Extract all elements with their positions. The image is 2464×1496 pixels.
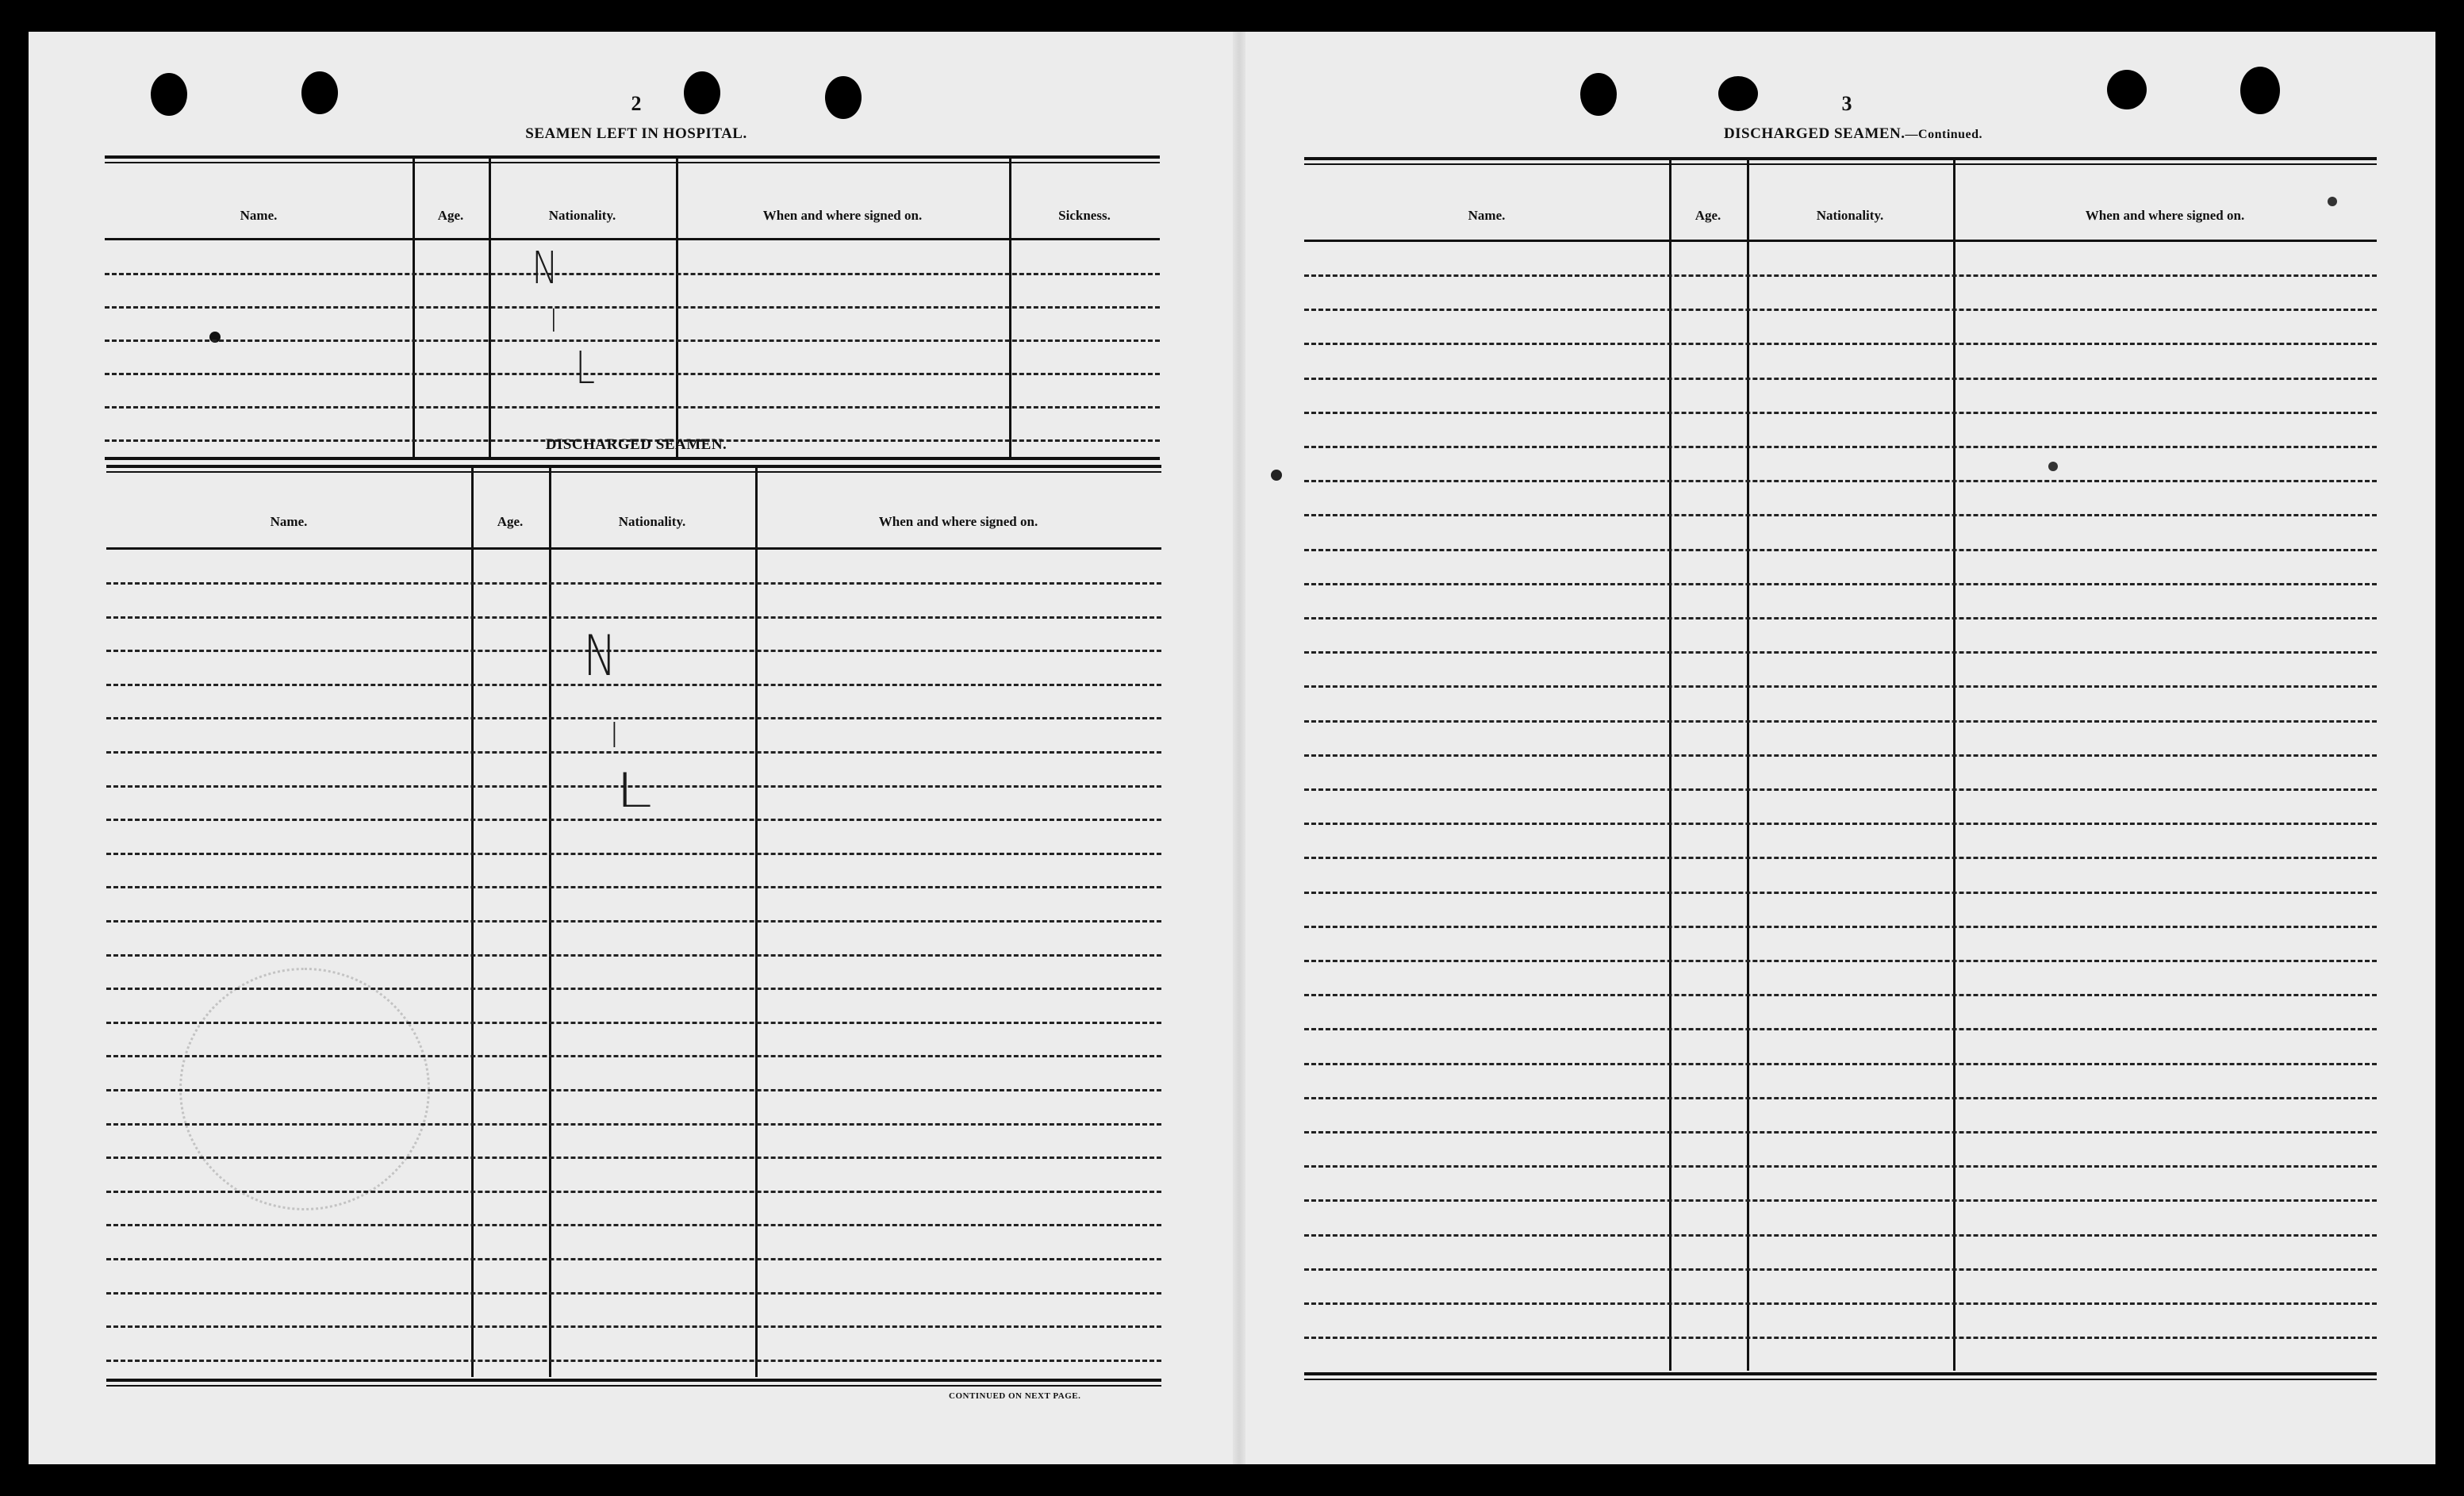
table-row — [106, 582, 1161, 585]
page-fold — [1233, 32, 1245, 1464]
header-underline — [105, 238, 1160, 240]
discharged-section-title: DISCHARGED SEAMEN. — [545, 436, 727, 453]
table-row — [106, 886, 1161, 888]
table-row — [106, 1258, 1161, 1260]
title-suffix: —Continued. — [1905, 128, 1983, 141]
hospital-section-title: SEAMEN LEFT IN HOSPITAL. — [525, 125, 747, 142]
table-row — [106, 751, 1161, 754]
handwritten-letter: N — [532, 243, 558, 294]
table-row — [1304, 617, 2377, 619]
table-bottom-rule — [105, 457, 1160, 460]
table-row — [1304, 1097, 2377, 1099]
col-header-nationality: Nationality. — [618, 514, 686, 529]
table-row — [1304, 274, 2377, 277]
column-divider — [1747, 157, 1749, 1371]
table-row — [1304, 514, 2377, 516]
table-top-rule — [1304, 163, 2377, 165]
table-row — [1304, 823, 2377, 825]
table-row — [1304, 720, 2377, 723]
table-bottom-rule — [106, 1379, 1161, 1382]
punch-hole — [301, 71, 338, 114]
col-header-name: Name. — [1468, 208, 1506, 223]
discharged-table-right — [1304, 157, 2377, 1415]
col-header-age: Age. — [437, 208, 464, 223]
col-header-signed-on: When and where signed on. — [878, 514, 1038, 529]
col-header-name: Name. — [240, 208, 278, 223]
title-main: DISCHARGED SEAMEN. — [1723, 125, 1906, 142]
table-row — [1304, 309, 2377, 311]
punch-hole — [825, 76, 862, 119]
table-row — [1304, 1199, 2377, 1202]
table-row — [1304, 480, 2377, 482]
table-row — [1304, 446, 2377, 448]
table-row — [1304, 1337, 2377, 1339]
col-header-sickness: Sickness. — [1058, 208, 1111, 223]
punch-hole — [684, 71, 720, 114]
table-row — [1304, 1234, 2377, 1237]
table-row — [106, 1022, 1161, 1024]
table-row — [1304, 1131, 2377, 1134]
table-row — [1304, 892, 2377, 894]
table-bottom-rule — [106, 1385, 1161, 1387]
table-row — [1304, 549, 2377, 551]
column-divider — [1953, 157, 1955, 1371]
table-row — [106, 988, 1161, 990]
table-top-rule — [106, 471, 1161, 473]
continued-note: CONTINUED ON NEXT PAGE. — [949, 1391, 1081, 1401]
page-number-left: 2 — [631, 92, 642, 115]
table-row — [106, 1292, 1161, 1295]
handwritten-letter: L — [615, 763, 653, 819]
column-divider — [1669, 157, 1671, 1371]
handwritten-letter: L — [575, 343, 596, 394]
header-underline — [1304, 240, 2377, 242]
table-top-rule — [1304, 157, 2377, 160]
col-header-age: Age. — [1694, 208, 1721, 223]
table-row — [106, 920, 1161, 923]
table-row — [1304, 1302, 2377, 1305]
table-row — [106, 1055, 1161, 1057]
col-header-nationality: Nationality. — [1816, 208, 1884, 223]
page-number-right: 3 — [1841, 92, 1852, 115]
table-bottom-rule — [1304, 1379, 2377, 1380]
handwritten-letter: I — [550, 303, 558, 339]
table-row — [1304, 378, 2377, 380]
discharged-table-left — [106, 465, 1161, 1414]
col-header-signed-on: When and where signed on. — [762, 208, 923, 223]
table-row — [106, 1224, 1161, 1226]
table-top-rule — [105, 162, 1160, 163]
table-row — [1304, 1165, 2377, 1168]
table-row — [105, 339, 1160, 342]
table-row — [1304, 960, 2377, 962]
table-top-rule — [106, 465, 1161, 468]
ink-speck — [1271, 470, 1282, 481]
table-row — [1304, 412, 2377, 414]
table-row — [106, 819, 1161, 821]
table-row — [106, 1325, 1161, 1328]
table-row — [106, 650, 1161, 652]
table-row — [105, 306, 1160, 309]
table-row — [105, 406, 1160, 409]
table-row — [1304, 926, 2377, 928]
table-row — [1304, 788, 2377, 791]
table-row — [106, 1157, 1161, 1159]
punch-hole — [1580, 73, 1617, 116]
table-row — [106, 616, 1161, 619]
table-row — [106, 1360, 1161, 1362]
table-row — [106, 954, 1161, 957]
col-header-age: Age. — [497, 514, 524, 529]
table-row — [106, 1123, 1161, 1126]
document-sheet — [29, 32, 2435, 1464]
table-row — [106, 684, 1161, 686]
table-row — [106, 1191, 1161, 1193]
table-row — [106, 1089, 1161, 1091]
col-header-name: Name. — [270, 514, 308, 529]
table-row — [106, 853, 1161, 855]
table-row — [105, 373, 1160, 375]
table-row — [1304, 754, 2377, 757]
table-row — [1304, 857, 2377, 859]
table-row — [1304, 685, 2377, 688]
handwritten-letter: I — [610, 715, 619, 756]
table-row — [105, 273, 1160, 275]
hospital-table — [105, 155, 1160, 470]
table-row — [1304, 651, 2377, 654]
table-row — [1304, 343, 2377, 345]
table-row — [1304, 1268, 2377, 1271]
col-header-nationality: Nationality. — [548, 208, 616, 223]
table-row — [106, 717, 1161, 719]
handwritten-letter: N — [583, 623, 617, 689]
punch-hole — [1718, 76, 1758, 111]
discharged-continued-title — [1655, 125, 2051, 143]
table-row — [1304, 1028, 2377, 1030]
punch-hole — [151, 73, 187, 116]
header-underline — [106, 547, 1161, 550]
col-header-signed-on: When and where signed on. — [2085, 208, 2245, 223]
table-top-rule — [105, 155, 1160, 159]
punch-hole — [2240, 67, 2280, 114]
table-row — [1304, 1063, 2377, 1065]
table-row — [1304, 994, 2377, 996]
punch-hole — [2107, 70, 2147, 109]
table-bottom-rule — [1304, 1372, 2377, 1375]
table-row — [1304, 583, 2377, 585]
